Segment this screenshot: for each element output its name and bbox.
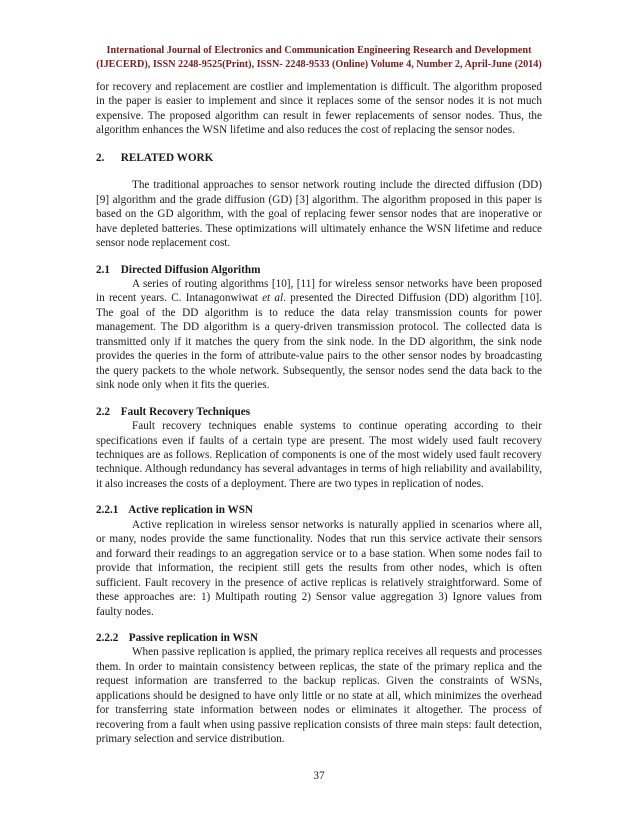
section-2-2-heading: [96, 405, 542, 419]
section-2-1-title: Directed Diffusion Algorithm: [120, 263, 261, 276]
section-2-2-title: Fault Recovery Techniques: [120, 405, 251, 418]
journal-header: [96, 44, 542, 72]
intro-paragraph: for recovery and replacement are costlier and implementation is difficult. The algorithm proposed in the paper is easier to implement and since it replaces some of the sensor nodes it is not much expensive. The proposed algorithm can result in fewer replacements of sensor nodes. Thus, the algorithm enhances the WSN lifetime and also reduces the cost of replacing the sensor nodes.: [96, 81, 542, 137]
section-2-2-1-heading: [96, 503, 542, 517]
article-body: [96, 80, 542, 747]
spacer: [96, 165, 542, 178]
section-2-2-2-paragraph: When passive replication is applied, the primary replica receives all requests and processes them. In order to maintain consistency between replicas, the state of the primary replica and the request information are transferred to the backup replicas. Given the constraints of WSNs, applications should be designed to have only little or no state at all, which minimizes the overhead for transferring state information between nodes or eliminates it altogether. The process of recovering from a fault when using passive replication consists of three main steps: fault detection, primary selection and service distribution.: [96, 646, 542, 746]
section-2-2-2-title: Passive replication in WSN: [128, 631, 258, 644]
section-2-1-text-b: . presented the Directed Diffusion (DD) algorithm [10]. The goal of the DD algorithm is to reduce the data relay transmission counts for power management. The DD algorithm is a query-driven transmission protocol. The collected data is transmitted only if it matches the query from the sink node. In the DD algorithm, the sink node provides the queries in the form of attribute-value pairs to the other sensor nodes by broadcasting the query packets to the whole network. Subsequently, the sensor nodes send the data back to the sink node only when it fits the queries.: [96, 292, 542, 392]
section-2-title: RELATED WORK: [120, 151, 214, 164]
section-2-2-1-paragraph: Active replication in wireless sensor networks is naturally applied in scenarios where all, or many, nodes provide the same functionality. Nodes that run this service activate their sensors and forward their readings to an aggregation service or to a base station. When some nodes fail to provide that information, the recipient still gets the results from other nodes, which is often sufficient. Fault recovery in the presence of active replicas is relatively straightforward. Some of these approaches are: 1) Multipath routing 2) Sensor value aggregation 3) Ignore values from faulty nodes.: [96, 518, 542, 618]
section-2-1-text-a: A series of routing algorithms [10], [11] for wireless sensor networks have been proposed in recent years. C. Intanagonwiwat: [96, 277, 542, 305]
journal-header-line2: (IJECERD), ISSN 2248-9525(Print), ISSN- 2248-9533 (Online) Volume 4, Number 2, April-June (2014): [96, 59, 542, 70]
section-2-heading: [96, 151, 542, 165]
section-2-number: 2.: [96, 151, 105, 164]
section-2-2-1-number: 2.2.1: [96, 504, 119, 517]
section-2-2-2-number: 2.2.2: [96, 631, 119, 644]
section-2-1-et-al: et al: [262, 292, 284, 305]
journal-header-line1: International Journal of Electronics and Communication Engineering Research and Development: [106, 45, 532, 56]
page-number: 37: [313, 770, 325, 782]
section-2-1-number: 2.1: [96, 263, 110, 276]
section-2-paragraph: The traditional approaches to sensor network routing include the directed diffusion (DD) [9] algorithm and the grade diffusion (GD) [3] algorithm. The algorithm proposed in this paper is based on the GD algorithm, with the goal of replacing fewer sensor nodes that are inoperative or have depleted batteries. These optimizations will ultimately enhance the WSN lifetime and reduce sensor node replacement cost.: [96, 179, 542, 250]
section-2-2-number: 2.2: [96, 405, 110, 418]
section-2-2-1-title: Active replication in WSN: [128, 504, 254, 517]
section-2-1-paragraph: [96, 277, 542, 393]
section-2-1-heading: [96, 263, 542, 277]
section-2-2-paragraph: Fault recovery techniques enable systems to continue operating according to their specifications even if faults of a certain type are present. The most widely used fault recovery techniques are as follows. Replication of components is one of the most widely used fault recovery technique. Although redundancy has several advantages in terms of high reliability and availability, it also increases the costs of a deployment. There are two types in replication of nodes.: [96, 420, 542, 490]
section-2-2-2-heading: [96, 631, 542, 645]
